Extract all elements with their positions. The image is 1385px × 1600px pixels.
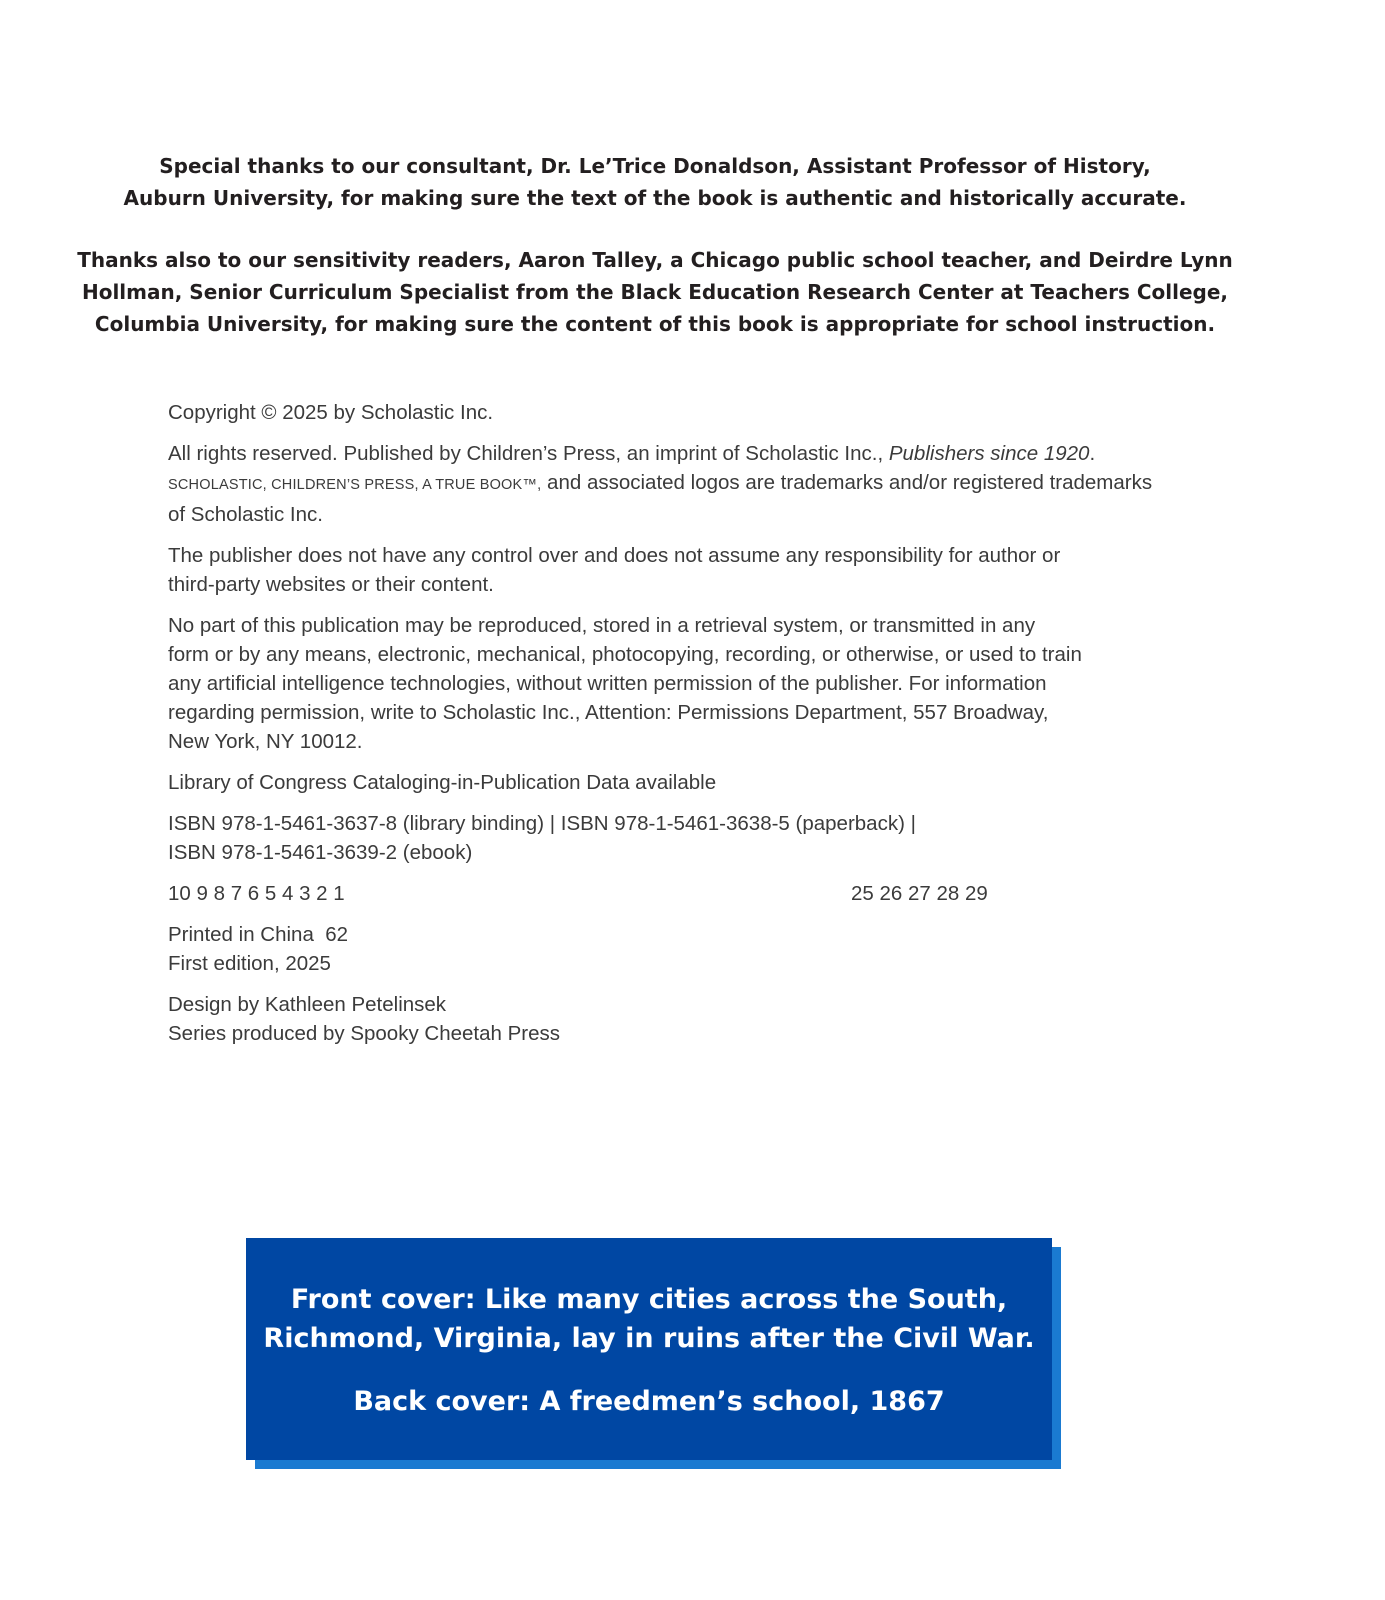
text-line: New York, NY 10012. xyxy=(168,730,363,753)
print-line: 10 9 8 7 6 5 4 3 2 1 xyxy=(168,882,345,905)
trademark-text: and associated logos are trademarks and/or registered trademarks xyxy=(541,471,1153,494)
design-credit: Design by Kathleen Petelinsek xyxy=(168,993,447,1016)
series-credit: Series produced by Spooky Cheetah Press xyxy=(168,1022,561,1045)
edition: First edition, 2025 xyxy=(168,952,331,975)
cip-data: Library of Congress Cataloging-in-Publication Data available xyxy=(168,771,717,794)
responsibility-paragraph xyxy=(168,541,1148,599)
text-line: Front cover: Like many cities across the South, xyxy=(290,1284,1008,1315)
text-line: regarding permission, write to Scholastic Inc., Attention: Permissions Department, 557 Broadway, xyxy=(168,701,1049,724)
printing-paragraph xyxy=(168,920,1148,978)
rights-line xyxy=(168,439,1148,468)
printed-in: Printed in China 62 xyxy=(168,923,349,946)
rights-period: . xyxy=(1089,442,1096,465)
trademark-line xyxy=(168,468,1153,500)
rights-paragraph xyxy=(168,439,1153,529)
text-line: Special thanks to our consultant, Dr. Le’Trice Donaldson, Assistant Professor of History, xyxy=(159,154,1151,178)
text-line: third-party websites or their content. xyxy=(168,573,494,596)
trademark-names: SCHOLASTIC, CHILDREN’S PRESS, A TRUE BOOK™, xyxy=(168,477,542,493)
sensitivity-readers-acknowledgment xyxy=(0,244,1310,340)
text-line: form or by any means, electronic, mechanical, photocopying, recording, or otherwise, or used to train xyxy=(168,643,1082,666)
printing-numbers-row xyxy=(168,879,1148,908)
cover-caption-box xyxy=(246,1238,1052,1460)
rights-text: All rights reserved. Published by Children’s Press, an imprint of Scholastic Inc., xyxy=(168,442,889,465)
isbn-paragraph xyxy=(168,809,1148,867)
consultant-acknowledgment xyxy=(0,150,1310,214)
publisher-since: Publishers since 1920 xyxy=(888,442,1090,465)
text-line: Thanks also to our sensitivity readers, Aaron Talley, a Chicago public school teacher, and Deirdre Lynn xyxy=(77,248,1233,272)
copyright-block xyxy=(168,398,1153,1060)
text-line: Columbia University, for making sure the content of this book is appropriate for school instruction. xyxy=(94,312,1216,336)
reproduction-paragraph xyxy=(168,611,1148,756)
text-line: Richmond, Virginia, lay in ruins after the Civil War. xyxy=(263,1323,1035,1354)
text-line: any artificial intelligence technologies, without written permission of the publisher. For information xyxy=(168,672,1047,695)
text-line: Back cover: A freedmen’s school, 1867 xyxy=(353,1386,945,1417)
isbn-line: ISBN 978-1-5461-3637-8 (library binding) | ISBN 978-1-5461-3638-5 (paperback) | xyxy=(168,812,916,835)
front-cover-caption xyxy=(246,1280,1052,1358)
trademark-line-2: of Scholastic Inc. xyxy=(168,503,323,526)
text-line: Hollman, Senior Curriculum Specialist from the Black Education Research Center at Teachers College, xyxy=(81,280,1229,304)
print-years: 25 26 27 28 29 xyxy=(851,882,988,905)
back-cover-caption xyxy=(246,1382,1052,1421)
text-line: No part of this publication may be reproduced, stored in a retrieval system, or transmitted in any xyxy=(168,614,1036,637)
credits-paragraph xyxy=(168,990,1148,1048)
text-line: Auburn University, for making sure the text of the book is authentic and historically accurate. xyxy=(123,186,1187,210)
text-line: The publisher does not have any control over and does not assume any responsibility for author or xyxy=(168,544,1061,567)
isbn-line: ISBN 978-1-5461-3639-2 (ebook) xyxy=(168,841,473,864)
copyright-notice: Copyright © 2025 by Scholastic Inc. xyxy=(168,401,494,424)
